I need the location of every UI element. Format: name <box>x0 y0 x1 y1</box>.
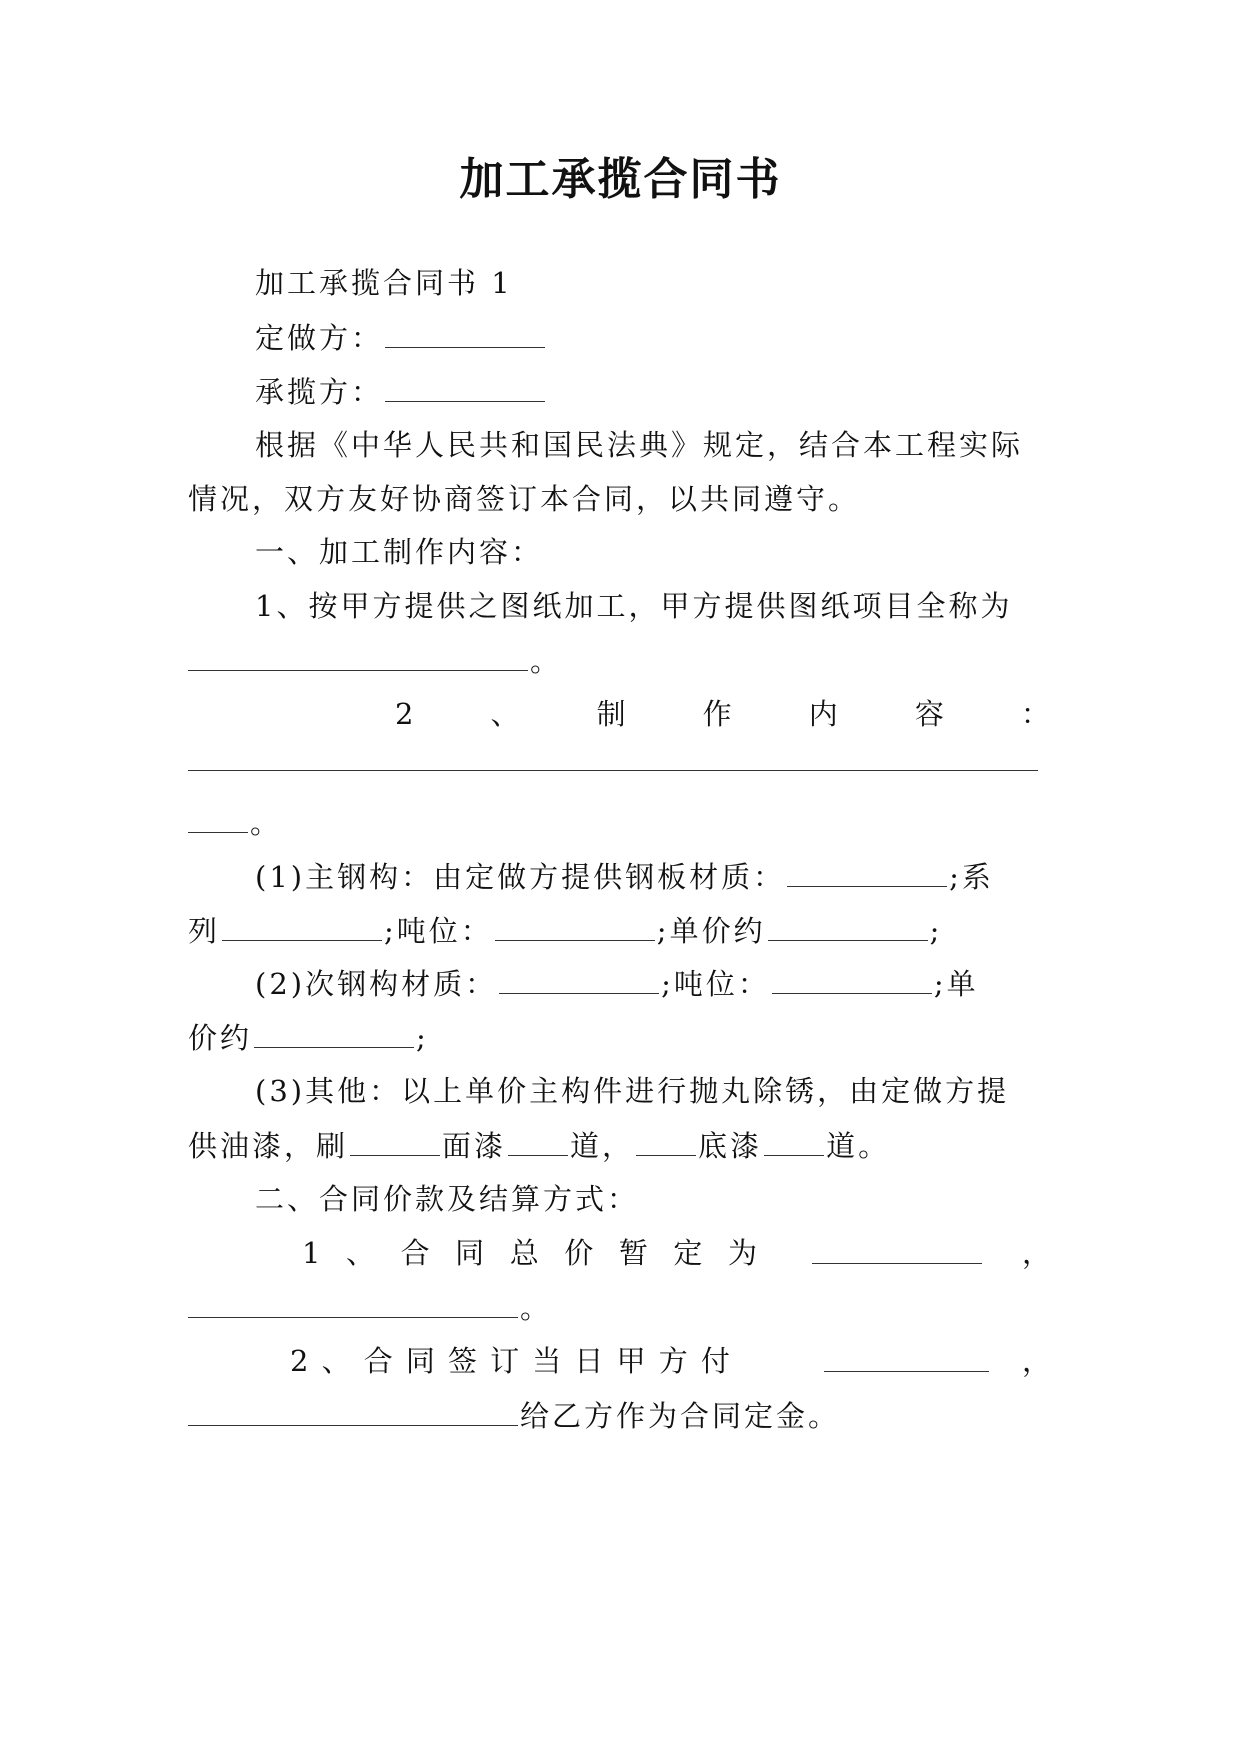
char: 作 <box>702 697 732 731</box>
project-name-blank <box>188 640 528 671</box>
char: 同 <box>455 1236 485 1270</box>
char: ： <box>1020 697 1050 731</box>
text: ; <box>929 914 943 948</box>
p2-line1 <box>255 963 1050 1004</box>
tonnage-blank <box>495 910 655 941</box>
char: 2 <box>290 1344 309 1378</box>
text: 道， <box>570 1129 635 1163</box>
section-one-heading: 一、加工制作内容： <box>255 535 544 569</box>
char: 方 <box>658 1344 688 1378</box>
char: 2 <box>395 697 414 731</box>
char: 制 <box>596 697 626 731</box>
s2-item1-line2 <box>188 1287 1053 1328</box>
char: 、 <box>490 697 520 731</box>
char: 合 <box>400 1236 430 1270</box>
text: ;单价约 <box>656 914 766 948</box>
text: 价约 <box>188 1021 253 1055</box>
char: 甲 <box>616 1344 646 1378</box>
item2-heading <box>395 694 1050 734</box>
char: 容 <box>914 697 944 731</box>
party-a-line <box>255 317 1120 358</box>
p2-line2 <box>188 1017 1053 1058</box>
party-b-label: 承揽方： <box>255 375 384 409</box>
content-blank-rule <box>188 770 1038 771</box>
char: 定 <box>673 1236 703 1270</box>
party-b-blank <box>385 371 545 402</box>
series-blank <box>222 910 382 941</box>
comma: ， <box>1022 1236 1055 1270</box>
text: 供油漆，刷 <box>188 1129 349 1163</box>
char: 、 <box>321 1344 351 1378</box>
char: 同 <box>405 1344 435 1378</box>
char: 、 <box>346 1236 376 1270</box>
text: (2)次钢构材质： <box>255 967 498 1001</box>
period: 。 <box>250 806 283 840</box>
unit-price-blank <box>768 910 928 941</box>
p3-line2 <box>188 1125 1053 1166</box>
intro-paragraph-line2: 情况，双方友好协商签订本合同，以共同遵守。 <box>188 482 861 516</box>
char: 暂 <box>618 1236 648 1270</box>
text: ;吨位： <box>384 914 493 948</box>
p3-line1: (3)其他：以上单价主构件进行抛丸除锈，由定做方提 <box>255 1074 1010 1108</box>
intro-paragraph-line1: 根据《中华人民共和国民法典》规定，结合本工程实际 <box>255 428 1024 462</box>
document-title: 加工承揽合同书 <box>459 154 782 205</box>
char: 当 <box>532 1344 562 1378</box>
char: 合 <box>363 1344 393 1378</box>
material-blank <box>787 856 947 887</box>
text: ;系 <box>949 860 994 894</box>
char: 1 <box>302 1236 321 1270</box>
text: 给乙方作为合同定金。 <box>520 1399 841 1433</box>
text: (1)主钢构：由定做方提供钢板材质： <box>255 860 786 894</box>
section-heading: 加工承揽合同书 1 <box>255 266 513 300</box>
topcoat-count-blank <box>508 1125 568 1156</box>
party-a-blank <box>385 317 545 348</box>
text: 面漆 <box>442 1129 507 1163</box>
p1-line1 <box>255 856 1050 897</box>
secondary-price-blank <box>254 1017 414 1048</box>
period: 。 <box>520 1291 553 1325</box>
text: 道。 <box>826 1129 891 1163</box>
char: 为 <box>727 1236 757 1270</box>
char: 付 <box>700 1344 730 1378</box>
text: 底漆 <box>698 1129 763 1163</box>
s2-item2-line2 <box>188 1395 1053 1436</box>
text: 列 <box>188 914 221 948</box>
party-a-label: 定做方： <box>255 321 384 355</box>
total-price-words-blank <box>188 1287 518 1318</box>
char: 签 <box>448 1344 478 1378</box>
deposit-blank <box>824 1341 989 1372</box>
p1-line2 <box>188 910 1053 951</box>
char: 日 <box>574 1344 604 1378</box>
topcoat-brush-blank <box>350 1125 440 1156</box>
primer-brush-blank <box>636 1125 696 1156</box>
item1-line2 <box>188 640 1053 681</box>
char: 总 <box>509 1236 539 1270</box>
secondary-material-blank <box>499 963 659 994</box>
char: 价 <box>564 1236 594 1270</box>
section-two-heading: 二、合同价款及结算方式： <box>255 1182 640 1216</box>
text: ;单 <box>933 967 979 1001</box>
item1-line1: 1、按甲方提供之图纸加工，甲方提供图纸项目全称为 <box>255 589 1013 623</box>
primer-count-blank <box>764 1125 824 1156</box>
text: ; <box>416 1021 429 1055</box>
text: ;吨位： <box>661 967 770 1001</box>
deposit-words-blank <box>188 1395 518 1426</box>
period: 。 <box>530 644 563 678</box>
comma: ， <box>1022 1344 1055 1378</box>
char: 订 <box>490 1344 520 1378</box>
secondary-tonnage-blank <box>772 963 932 994</box>
char: 内 <box>808 697 838 731</box>
content-blank-tail <box>188 802 248 833</box>
item2-end-line <box>188 802 1053 843</box>
party-b-line <box>255 371 1120 412</box>
total-price-blank <box>812 1233 982 1264</box>
